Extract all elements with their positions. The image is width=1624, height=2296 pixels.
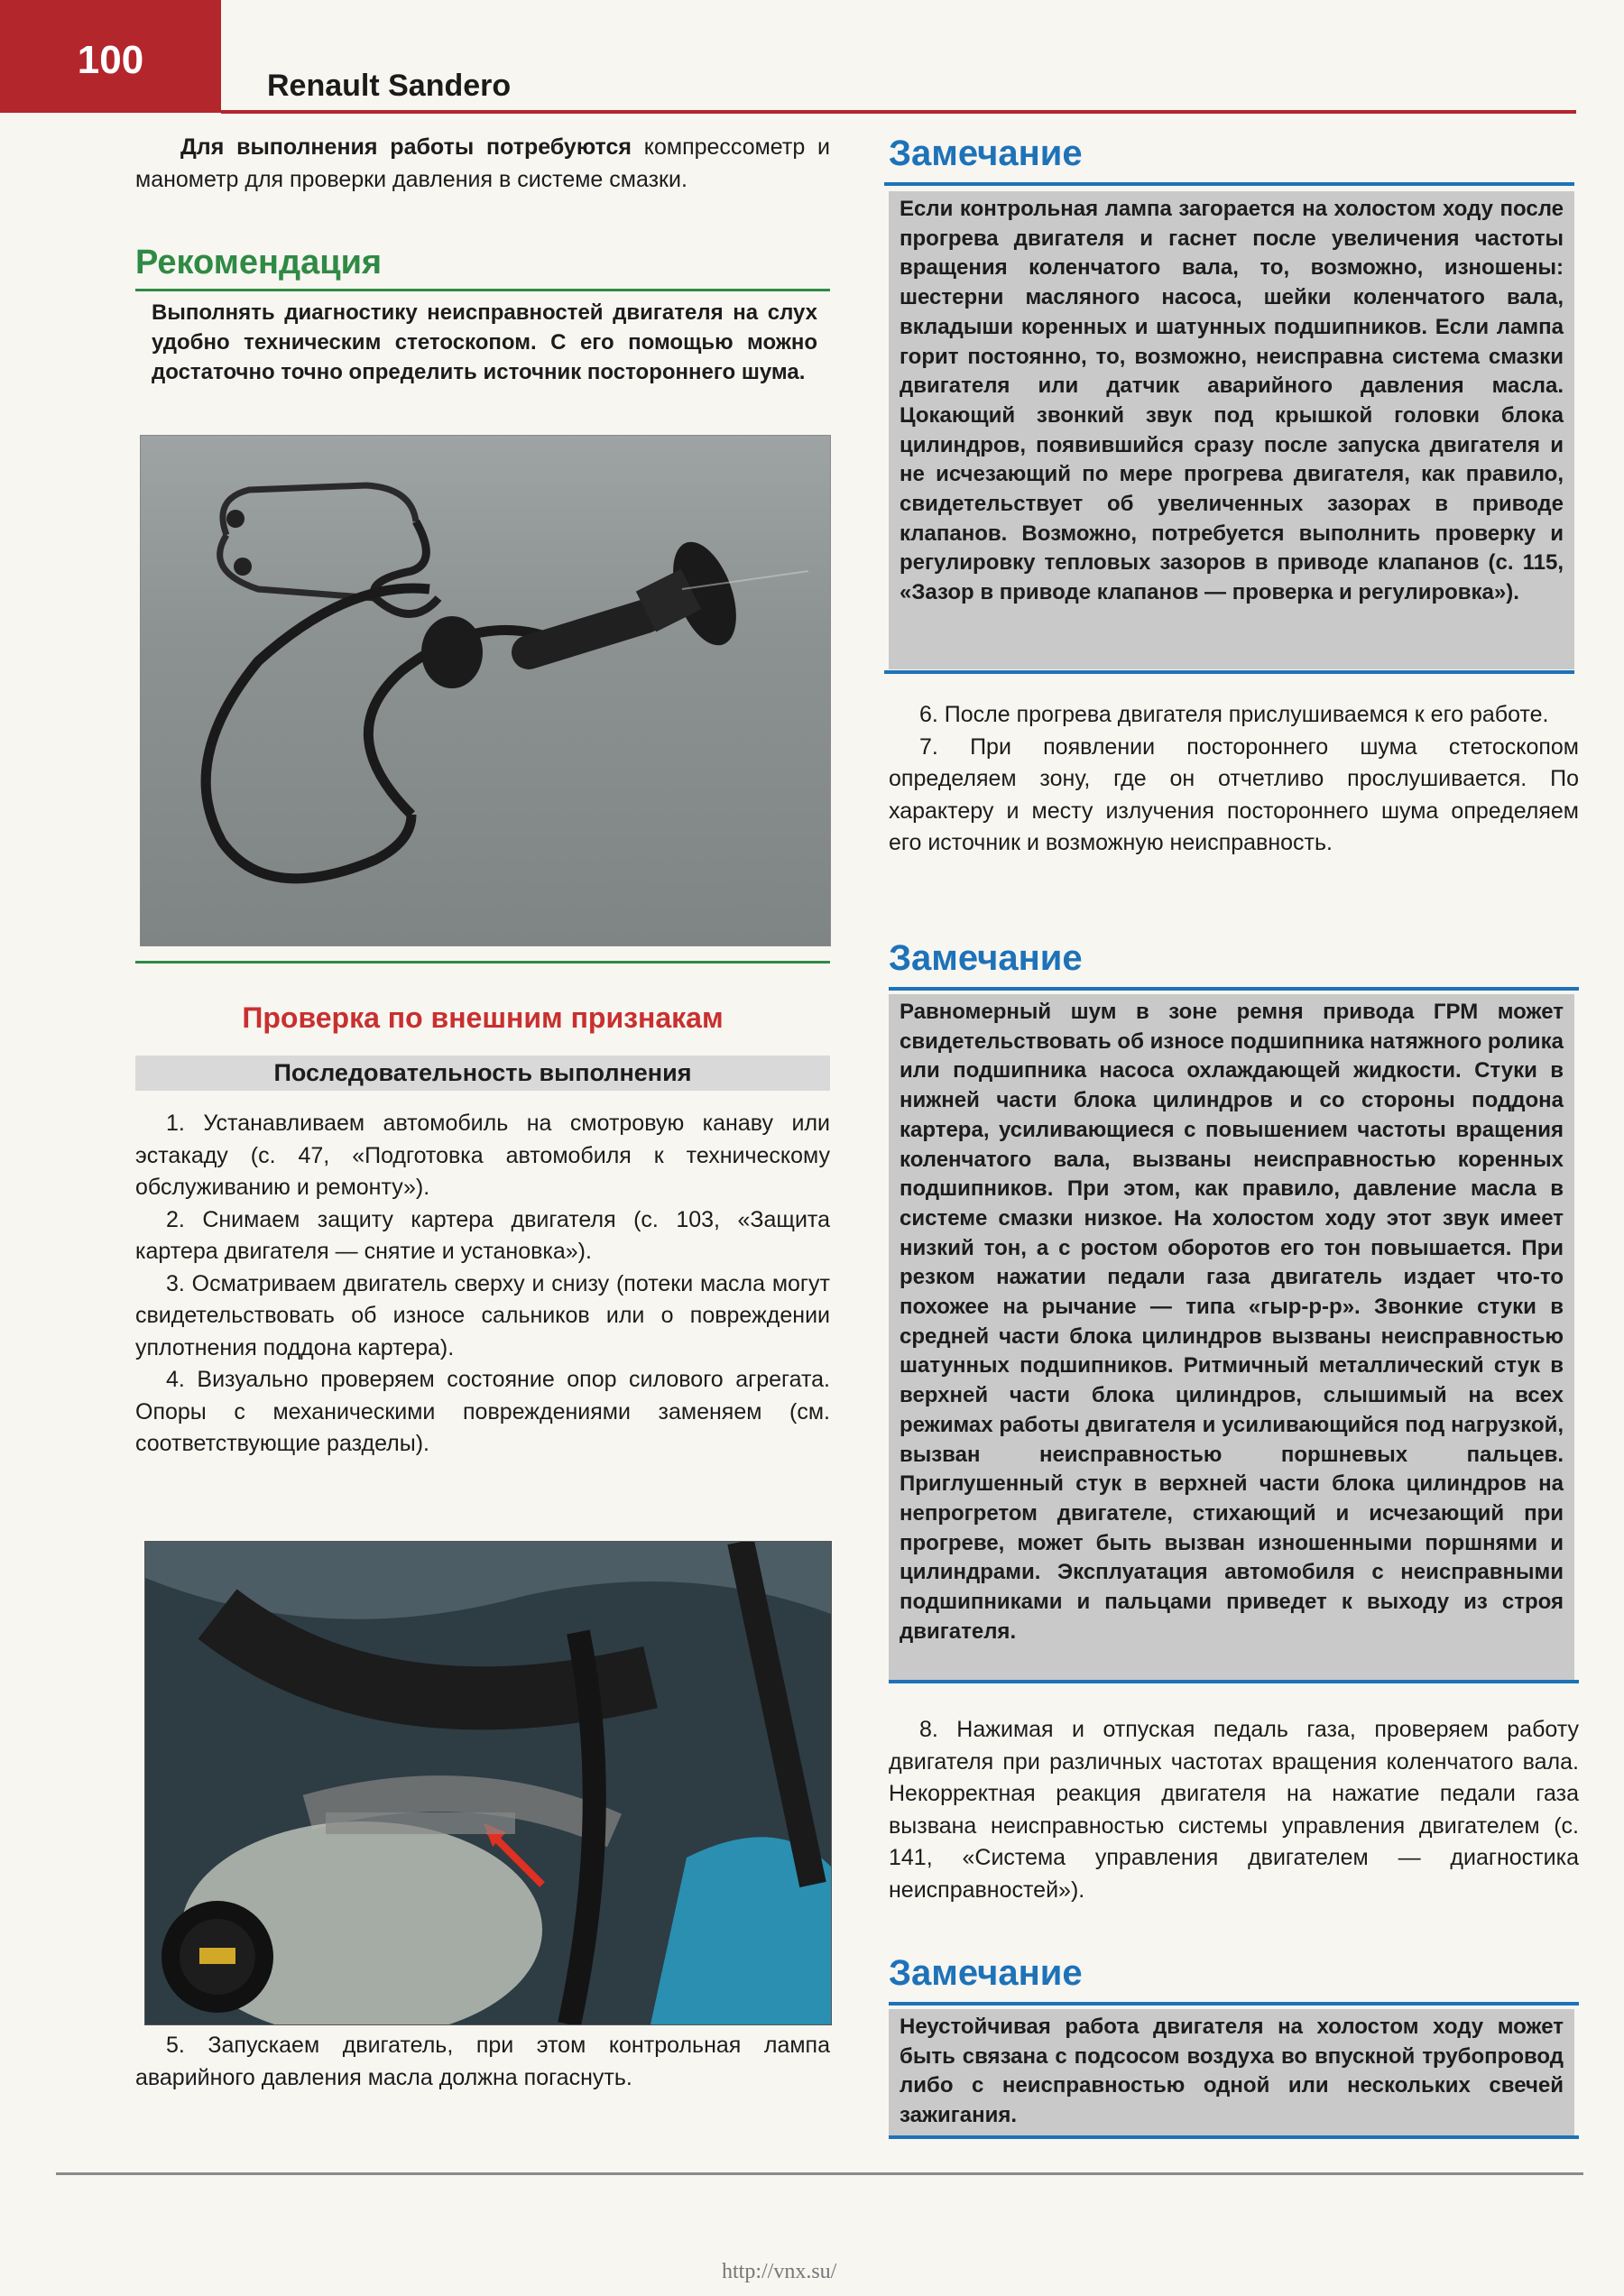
note-3-bottom-rule	[889, 2135, 1579, 2139]
stethoscope-illustration	[141, 436, 830, 945]
book-title: Renault Sandero	[267, 69, 512, 103]
note-1-box: Если контрольная лампа загорается на холостом ходу после прогрева двигателя и гаснет после увеличения частоты вращения коленчатого вала, то, возможно, изношены: шестерни масляного насоса, шейки коленчатого вала, вкладыши коренных и шатунных подшипников. Если лампа горит постоянно, то, возможно, неисправна система смазки двигателя или датчик аварийного давления масла. Цокающий звонкий звук под крышкой головки блока цилиндров, появившийся сразу после запуска двигателя и не исчезающий по мере прогрева двигателя, как правило, свидетельствует об увеличенных зазорах в приводе клапанов. Возможно, потребуется выполнить проверку и регулировку тепловых зазоров в приводе клапанов (с. 115, «Зазор в приводе клапанов — проверка и регулировка»).	[889, 191, 1574, 669]
recommendation-text: Выполнять диагностику неисправностей двигателя на слух удобно техническим стетоскопом. С его помощью можно достаточно точно определить источник постороннего шума.	[152, 300, 817, 384]
page-number: 100	[0, 0, 221, 113]
note-2-rule	[889, 987, 1579, 991]
note-2-bottom-rule	[889, 1680, 1579, 1683]
steps-list	[135, 1108, 830, 1461]
footer-rule	[56, 2172, 1583, 2175]
note-3-title: Замечание	[889, 1953, 1083, 1993]
step-2: 2. Снимаем защиту картера двигателя (с. 103, «Защита картера двигателя — снятие и установка»).	[135, 1206, 830, 1264]
photo-divider	[135, 961, 830, 964]
recommendation-title: Рекомендация	[135, 244, 383, 281]
subsection-title: Последовательность выполнения	[135, 1056, 830, 1091]
intro-paragraph	[135, 132, 830, 196]
footer-url[interactable]: http://vnx.su/	[722, 2260, 837, 2283]
recommendation-rule	[135, 289, 830, 291]
section-title: Проверка по внешним признакам	[242, 1001, 724, 1034]
stethoscope-photo	[140, 435, 831, 946]
note-1-rule	[884, 182, 1574, 186]
engine-photo	[144, 1541, 832, 2025]
step-4: 4. Визуально проверяем состояние опор силового агрегата. Опоры с механическими повреждениями заменяем (см. соответствующие разделы).	[135, 1367, 830, 1456]
step-6: 6. После прогрева двигателя прислушиваемся к его работе.	[919, 702, 1549, 727]
note-3-rule	[889, 2002, 1579, 2006]
step-7: 7. При появлении постороннего шума стетоскопом определяем зону, где он отчетливо прослушивается. По характеру и месту излучения постороннего шума определяем его источник и возможную неисправность.	[889, 733, 1579, 855]
step-8: 8. Нажимая и отпуская педаль газа, проверяем работу двигателя при различных частотах вращения коленчатого вала. Некорректная реакция двигателя на нажатие педали газа вызвана неисправностью системы управления двигателем (с. 141, «Система управления двигателем — диагностика неисправностей»).	[889, 1717, 1579, 1903]
intro-text: компрессометр и манометр для проверки давления в системе смазки.	[135, 134, 831, 192]
header-rule	[221, 110, 1576, 114]
steps-6-7	[889, 699, 1579, 860]
step-5: 5. Запускаем двигатель, при этом контрольная лампа аварийного давления масла должна погаснуть.	[135, 2033, 830, 2090]
intro-bold: Для выполнения работы потребуются	[180, 134, 632, 160]
note-1-bottom-rule	[884, 670, 1574, 674]
note-2-title: Замечание	[889, 938, 1083, 978]
note-1-title: Замечание	[889, 134, 1083, 173]
step-3: 3. Осматриваем двигатель сверху и снизу (потеки масла могут свидетельствовать об износе сальников или о повреждении уплотнения поддона картера).	[135, 1270, 830, 1360]
note-3-box: Неустойчивая работа двигателя на холостом ходу может быть связана с подсосом воздуха во впускной трубопровод либо с неисправностью одной или нескольких свечей зажигания.	[889, 2009, 1574, 2135]
note-2-box: Равномерный шум в зоне ремня привода ГРМ может свидетельствовать об износе подшипника натяжного ролика или подшипника насоса охлаждающей жидкости. Стуки в нижней части блока цилиндров и со стороны поддона картера, усиливающиеся с повышением частоты вращения коленчатого вала, вызваны неисправностью коренных подшипников. При этом, как правило, давление масла в системе смазки низкое. На холостом ходу этот звук имеет низкий тон, а с ростом оборотов его тон повышается. При резком нажатии педали газа двигатель издает что-то похожее на рычание — типа «гыр-р-р». Звонкие стуки в средней части блока цилиндров вызваны неисправностью шатунных подшипников. Ритмичный металлический стук в верхней части блока цилиндров, слышимый на всех режимах работы двигателя и усиливающийся под нагрузкой, вызван неисправностью поршневых пальцев. Приглушенный стук в верхней части блока цилиндров на непрогретом двигателе, стихающий и исчезающий при прогреве, может быть вызван изношенными поршнями и цилиндрами. Эксплуатация автомобиля с неисправными подшипниками и пальцами приведет к выходу из строя двигателя.	[889, 994, 1574, 1680]
step-1: 1. Устанавливаем автомобиль на смотровую канаву или эстакаду (с. 47, «Подготовка автомобиля к техническому обслуживанию и ремонту»).	[135, 1111, 830, 1200]
engine-illustration	[145, 1542, 831, 2024]
